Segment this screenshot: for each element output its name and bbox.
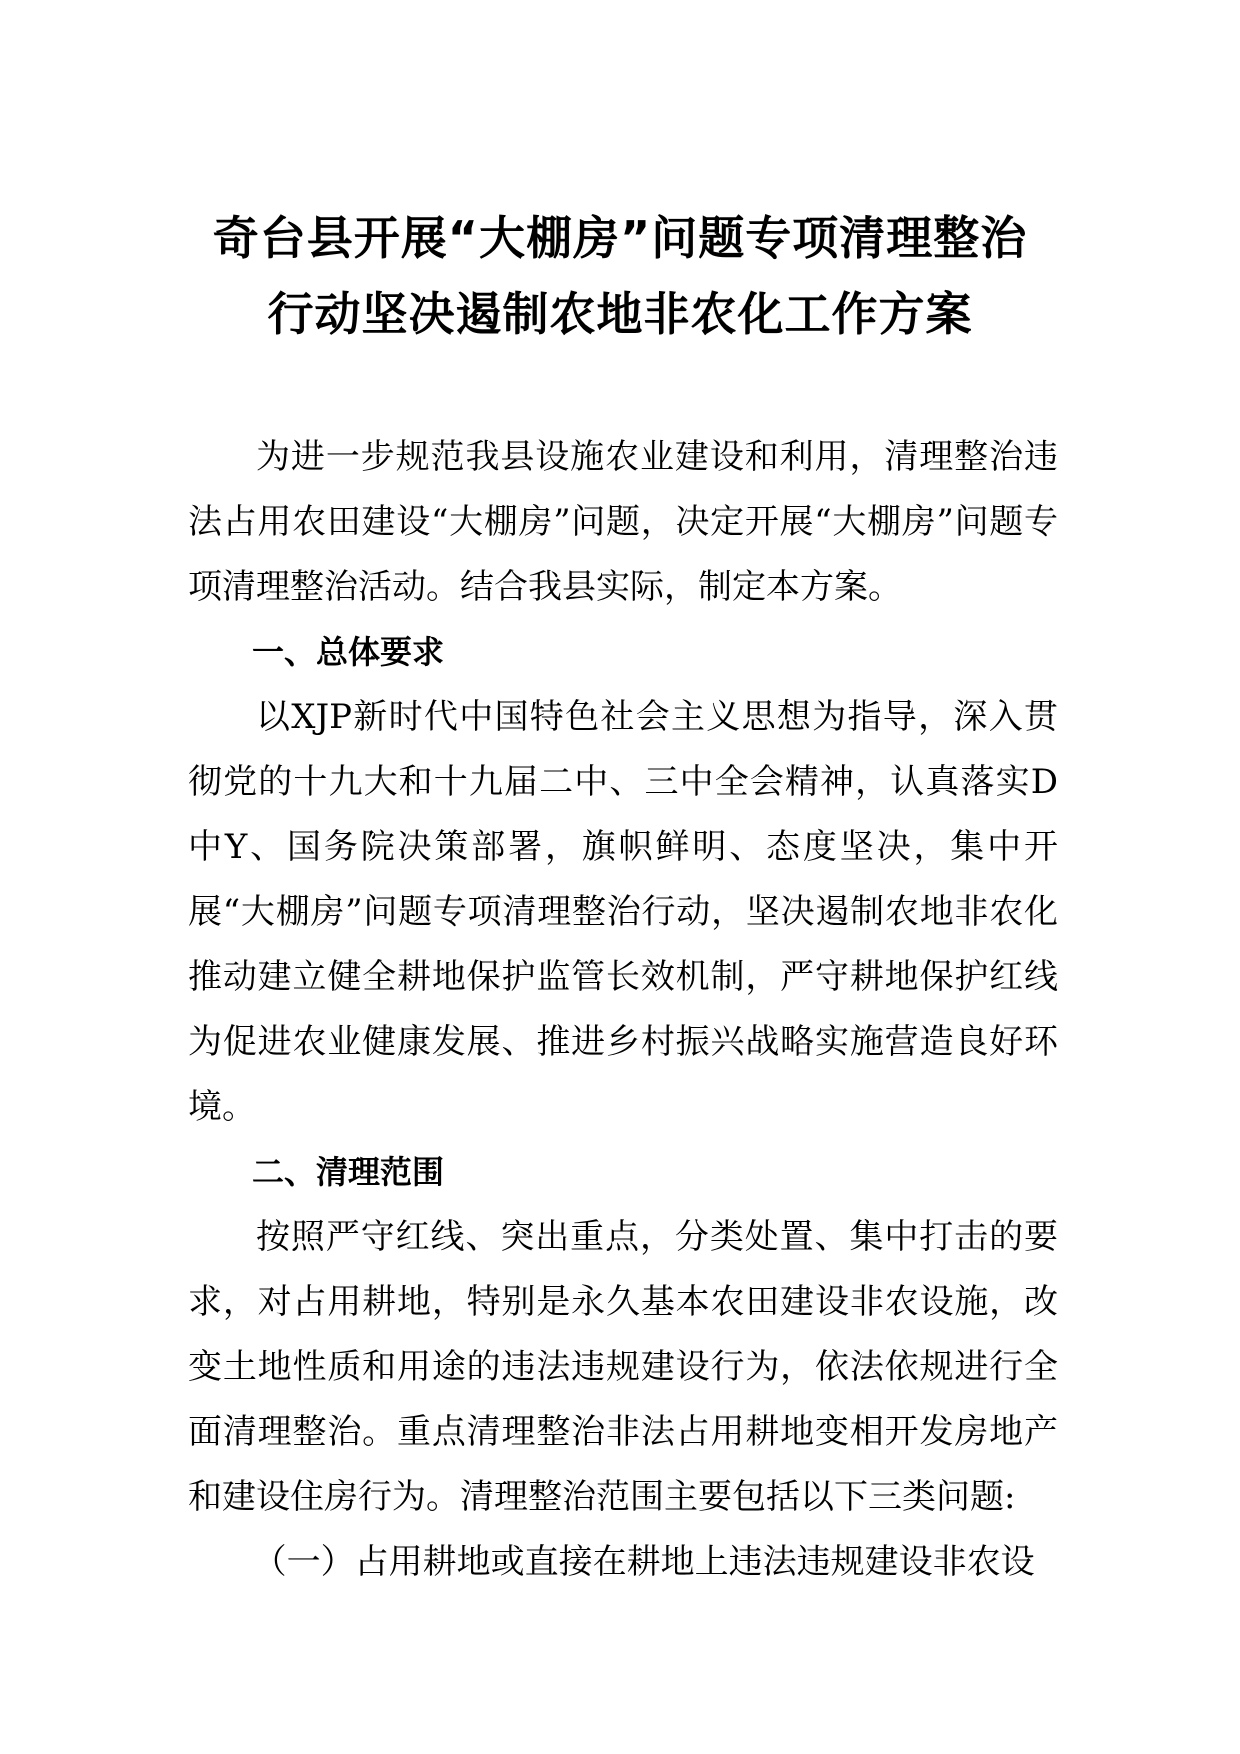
title-line-2: 行动坚决遏制农地非农化工作方案 (267, 287, 973, 341)
section-heading-general-requirements: 一、总体要求 (252, 633, 445, 671)
intro-paragraph: 为进一步规范我县设施农业建设和利用，清理整治违法占用农田建设“大棚房”问题，决定开展“大棚房”问题专项清理整治活动。结合我县实际，制定本方案。 (188, 437, 1058, 607)
cleanup-scope-paragraph: 按照严守红线、突出重点，分类处置、集中打击的要求，对占用耕地，特别是永久基本农田建设非农设施，改变土地性质和用途的违法违规建设行为，依法依规进行全面清理整治。重点清理整治非法占用耕地变相开发房地产和建设住房行为。清理整治范围主要包括以下三类问题: (188, 1217, 1058, 1517)
document-body (188, 425, 1058, 1595)
document-title (150, 200, 1090, 352)
title-line-1: 奇台县开展“大棚房”问题专项清理整治 (212, 211, 1028, 265)
item-one-paragraph: （一）占用耕地或直接在耕地上违法违规建设非农设 (252, 1542, 1035, 1582)
general-requirements-paragraph: 以XJP新时代中国特色社会主义思想为指导，深入贯彻党的十九大和十九届二中、三中全会精神，认真落实D中Y、国务院决策部署，旗帜鲜明、态度坚决，集中开展“大棚房”问题专项清理整治行动，坚决遏制农地非农化推动建立健全耕地保护监管长效机制，严守耕地保护红线为促进农业健康发展、推进乡村振兴战略实施营造良好环境。 (188, 697, 1058, 1127)
section-heading-cleanup-scope: 二、清理范围 (252, 1153, 445, 1191)
